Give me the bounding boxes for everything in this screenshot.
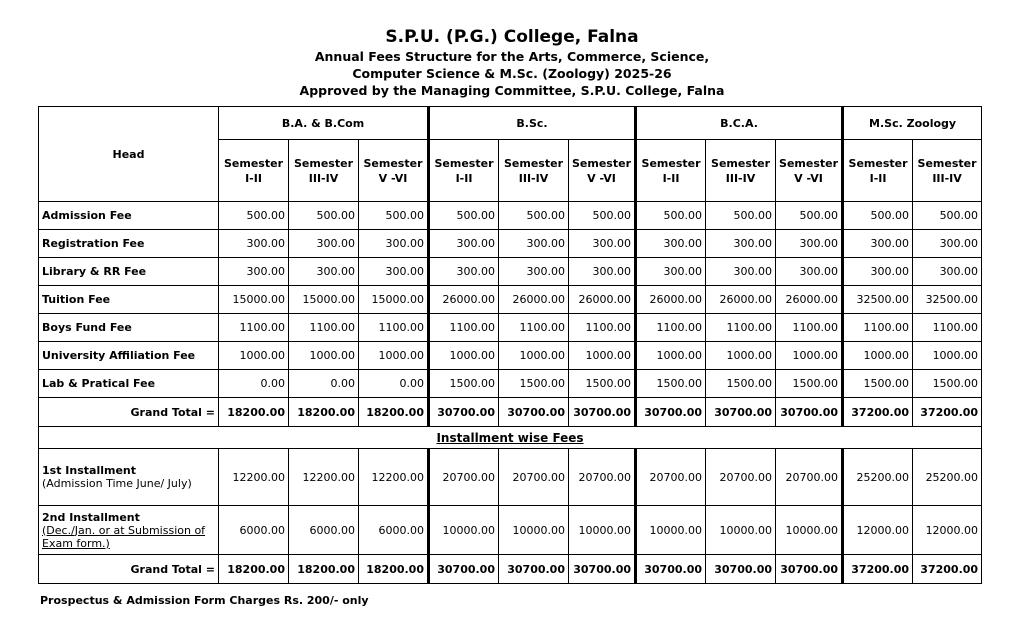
fee-value: 30700.00 [776,398,843,427]
semester-label: Semester [779,156,839,170]
fee-value: 30700.00 [569,398,636,427]
fee-value: 10000.00 [706,506,776,555]
fee-value: 1100.00 [776,314,843,342]
semester-label: Semester [363,156,423,170]
fee-value: 1100.00 [636,314,706,342]
fee-value: 1100.00 [289,314,359,342]
fee-value: 12200.00 [219,449,289,506]
fees-table [38,106,982,584]
fee-value: 300.00 [289,258,359,286]
fee-value: 37200.00 [843,398,913,427]
installment-timing: (Admission Time June/ July) [42,477,192,490]
semester-header [289,140,359,202]
semester-header [776,140,843,202]
fee-value: 500.00 [569,202,636,230]
fee-value: 20700.00 [636,449,706,506]
fee-value: 500.00 [429,202,499,230]
fee-value: 1100.00 [843,314,913,342]
fee-value: 1000.00 [289,342,359,370]
fee-value: 18200.00 [289,398,359,427]
fee-value: 30700.00 [429,398,499,427]
fee-value: 32500.00 [913,286,982,314]
fee-value: 30700.00 [569,555,636,584]
fee-value: 1000.00 [706,342,776,370]
installment-label: 1st Installment [42,464,136,477]
fee-value: 12000.00 [843,506,913,555]
semester-header [569,140,636,202]
fee-value: 500.00 [359,202,429,230]
fee-value: 26000.00 [776,286,843,314]
fee-value: 26000.00 [429,286,499,314]
fee-value: 1500.00 [569,370,636,398]
fee-value: 6000.00 [359,506,429,555]
semester-header [843,140,913,202]
fee-value: 300.00 [289,230,359,258]
fee-value: 0.00 [359,370,429,398]
row-label: University Affiliation Fee [39,342,219,370]
footer-note: Prospectus & Admission Form Charges Rs. 200/- only [40,594,369,607]
fee-value: 300.00 [219,230,289,258]
fee-value: 500.00 [776,202,843,230]
semester-range: I-II [869,171,887,185]
fee-value: 30700.00 [706,398,776,427]
semester-header [219,140,289,202]
semester-label: Semester [572,156,631,170]
semester-range: III-IV [308,171,339,185]
semester-range: III-IV [518,171,549,185]
fee-value: 300.00 [776,230,843,258]
fee-value: 300.00 [843,258,913,286]
fee-value: 1000.00 [776,342,843,370]
fee-value: 500.00 [219,202,289,230]
fee-value: 300.00 [359,230,429,258]
group-header: B.C.A. [636,107,843,140]
semester-header [636,140,706,202]
group-header: B.A. & B.Com [219,107,429,140]
fee-value: 26000.00 [569,286,636,314]
fee-value: 12200.00 [359,449,429,506]
fee-value: 30700.00 [776,555,843,584]
fee-value: 1000.00 [636,342,706,370]
fee-value: 30700.00 [706,555,776,584]
semester-label: Semester [434,156,494,170]
fee-value: 300.00 [569,230,636,258]
fee-value: 25200.00 [913,449,982,506]
fee-value: 300.00 [429,230,499,258]
fee-value: 1000.00 [843,342,913,370]
group-header: B.Sc. [429,107,636,140]
fee-value: 300.00 [499,258,569,286]
installment-label-cell [39,449,219,506]
fee-value: 300.00 [429,258,499,286]
fee-value: 0.00 [289,370,359,398]
fee-value: 500.00 [289,202,359,230]
semester-range: I-II [455,171,473,185]
fee-value: 1100.00 [569,314,636,342]
fee-value: 300.00 [843,230,913,258]
semester-label: Semester [711,156,771,170]
fee-value: 300.00 [913,230,982,258]
grand-total-label: Grand Total = [39,555,219,584]
installment-title-row [39,427,982,449]
fee-value: 1000.00 [913,342,982,370]
grand-total-label: Grand Total = [39,398,219,427]
fee-value: 1000.00 [429,342,499,370]
fee-value: 37200.00 [843,555,913,584]
college-title: S.P.U. (P.G.) College, Falna [385,27,639,47]
fee-value: 12200.00 [289,449,359,506]
row-label: Lab & Pratical Fee [39,370,219,398]
table-row [39,258,982,286]
semester-range: I-II [245,171,262,185]
fee-value: 10000.00 [776,506,843,555]
installment-label-cell [39,506,219,555]
fee-value: 20700.00 [776,449,843,506]
fee-value: 1100.00 [499,314,569,342]
fee-value: 1500.00 [429,370,499,398]
grand-total-row [39,555,982,584]
fee-value: 1500.00 [636,370,706,398]
fee-value: 12000.00 [913,506,982,555]
table-row [39,342,982,370]
semester-header [706,140,776,202]
semester-range: V -VI [587,171,616,185]
fee-value: 18200.00 [359,398,429,427]
fee-value: 20700.00 [499,449,569,506]
fee-value: 300.00 [569,258,636,286]
fee-value: 1100.00 [219,314,289,342]
row-label: Admission Fee [39,202,219,230]
row-label: Registration Fee [39,230,219,258]
semester-label: Semester [917,156,977,170]
installment-title-cell [39,427,982,449]
fee-value: 300.00 [499,230,569,258]
fee-body [39,202,982,584]
semester-range: I-II [662,171,680,185]
row-label: Library & RR Fee [39,258,219,286]
fee-value: 15000.00 [289,286,359,314]
installment-row [39,449,982,506]
fee-value: 300.00 [636,230,706,258]
fee-value: 1100.00 [913,314,982,342]
semester-label: Semester [294,156,353,170]
group-header: M.Sc. Zoology [843,107,982,140]
grand-total-row [39,398,982,427]
fee-value: 6000.00 [219,506,289,555]
fee-value: 26000.00 [706,286,776,314]
fee-value: 25200.00 [843,449,913,506]
subtitle-line-1: Annual Fees Structure for the Arts, Commerce, Science, [314,49,710,64]
subtitle-line-2: Computer Science & M.Sc. (Zoology) 2025-26 [352,66,672,81]
installment-timing: (Dec./Jan. or at Submission of Exam form.) [42,523,206,550]
fee-value: 300.00 [776,258,843,286]
fee-value: 500.00 [913,202,982,230]
installment-row [39,506,982,555]
semester-header [429,140,499,202]
fee-value: 500.00 [706,202,776,230]
fee-value: 500.00 [499,202,569,230]
fee-value: 1100.00 [429,314,499,342]
semester-label: Semester [224,156,283,170]
semester-label: Semester [848,156,908,170]
fee-value: 300.00 [359,258,429,286]
fee-value: 10000.00 [429,506,499,555]
installment-label: 2nd Installment [42,510,140,524]
fee-value: 32500.00 [843,286,913,314]
fee-value: 18200.00 [289,555,359,584]
fee-value: 6000.00 [289,506,359,555]
fee-value: 18200.00 [219,398,289,427]
installment-title: Installment wise Fees [436,430,584,445]
row-label: Tuition Fee [39,286,219,314]
fee-value: 10000.00 [569,506,636,555]
fee-value: 1100.00 [706,314,776,342]
fee-value: 30700.00 [429,555,499,584]
fee-value: 30700.00 [636,398,706,427]
fee-value: 1500.00 [776,370,843,398]
fee-value: 18200.00 [219,555,289,584]
fee-value: 300.00 [706,258,776,286]
semester-range: V -VI [378,171,408,185]
fee-value: 30700.00 [499,555,569,584]
fee-value: 1000.00 [219,342,289,370]
fee-value: 15000.00 [219,286,289,314]
semester-range: V -VI [794,171,823,185]
fee-value: 1000.00 [359,342,429,370]
head-column-header: Head [39,107,219,202]
table-row [39,230,982,258]
fee-value: 10000.00 [636,506,706,555]
row-label: Boys Fund Fee [39,314,219,342]
fee-value: 300.00 [913,258,982,286]
fee-value: 1100.00 [359,314,429,342]
fee-value: 37200.00 [913,398,982,427]
fee-value: 15000.00 [359,286,429,314]
semester-label: Semester [504,156,563,170]
fee-value: 30700.00 [636,555,706,584]
semester-label: Semester [641,156,701,170]
fee-value: 0.00 [219,370,289,398]
semester-range: III-IV [932,171,962,185]
fee-value: 37200.00 [913,555,982,584]
fee-value: 10000.00 [499,506,569,555]
fee-value: 300.00 [706,230,776,258]
semester-header [499,140,569,202]
subtitle-line-3: Approved by the Managing Committee, S.P.U. College, Falna [299,83,725,98]
fee-value: 26000.00 [636,286,706,314]
table-row [39,286,982,314]
fee-value: 1500.00 [843,370,913,398]
fee-value: 1000.00 [499,342,569,370]
fee-value: 1500.00 [706,370,776,398]
fee-value: 300.00 [636,258,706,286]
fee-value: 30700.00 [499,398,569,427]
fee-value: 1000.00 [569,342,636,370]
semester-header [913,140,982,202]
fee-value: 20700.00 [429,449,499,506]
semester-range: III-IV [725,171,756,185]
fee-value: 20700.00 [706,449,776,506]
semester-header [359,140,429,202]
table-row [39,370,982,398]
fee-value: 1500.00 [913,370,982,398]
fee-value: 300.00 [219,258,289,286]
table-row [39,314,982,342]
fee-value: 500.00 [636,202,706,230]
fee-value: 20700.00 [569,449,636,506]
fee-value: 500.00 [843,202,913,230]
fee-value: 18200.00 [359,555,429,584]
fee-value: 26000.00 [499,286,569,314]
document-header [0,26,1024,99]
fee-value: 1500.00 [499,370,569,398]
table-row [39,202,982,230]
